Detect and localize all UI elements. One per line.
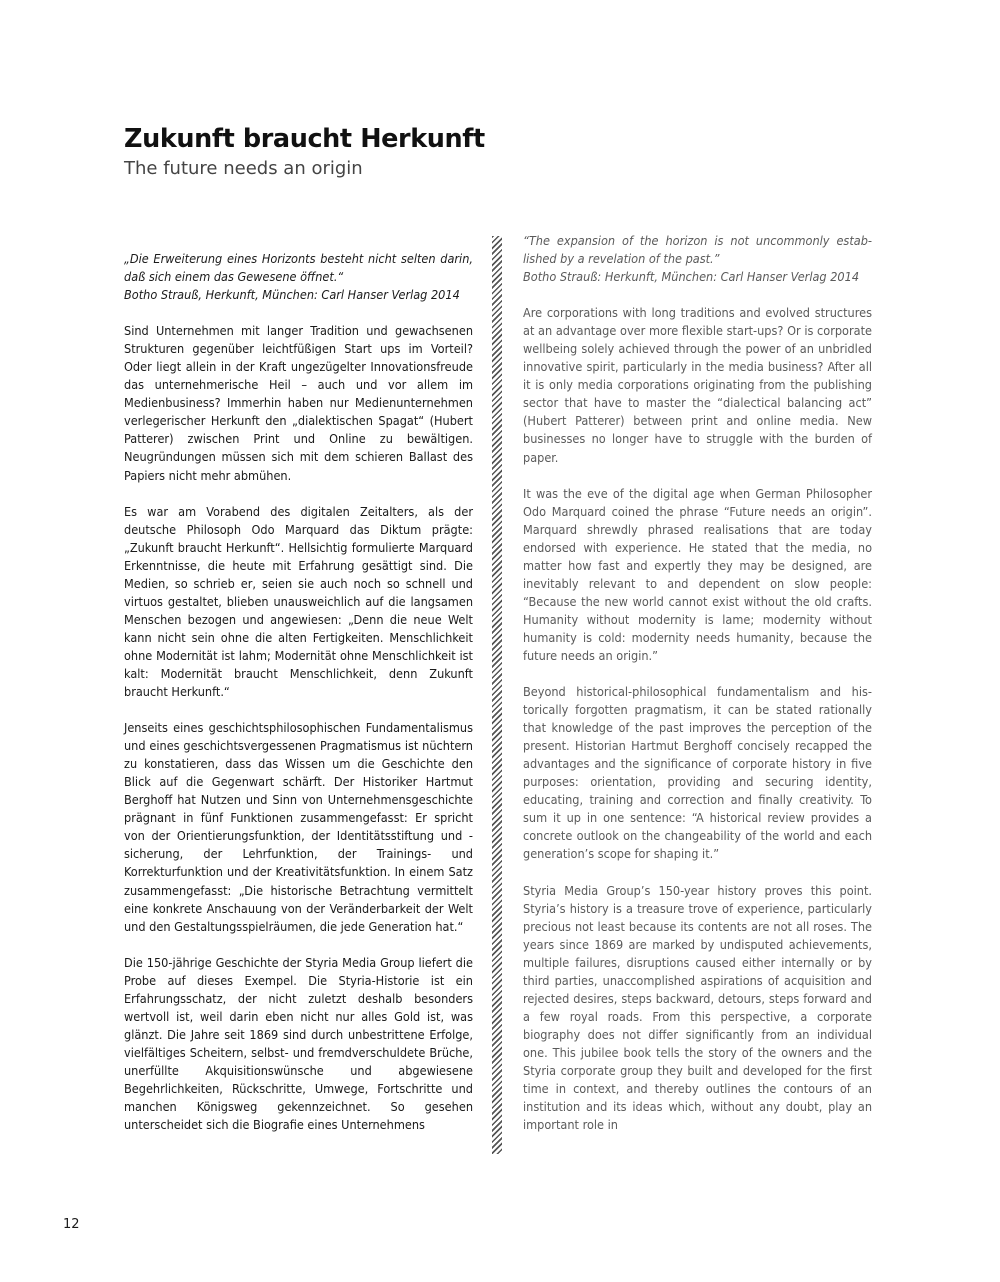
body-paragraph: Die 150-jährige Geschichte der Styria Media Group liefert die Probe auf dieses Exempel. Die Styria-Historie ist ein Erfahrungsschatz, der nicht zuletzt deshalb besonders wertvoll ist, weil darin eben nicht nur alles Gold ist, was glänzt. Die Jahre seit 1869 sind durch unbestrittene Erfolge, vielfältiges Scheitern, selbst- und fremdverschuldete Brüche, unerfüllte Akquisitionswünsche und abgewiesene Begehrlichkeiten, Rückschritte, Umwege, Fortschritte und manchen Königsweg gekennzeichnet. So gesehen unterscheidet sich die Biografie eines Unternehmens [124, 954, 473, 1133]
body-paragraph: Styria Media Group’s 150-year history proves this point. Styria’s history is a treasure trove of experience, particularly precious not least because its contents are not all roses. The years since 1869 are marked by undisputed achievements, multiple failures, disruptions caused either internally or by third parties, unaccomplished aspirations of acquisition and rejected desires, steps backward, detours, steps forward and a few royal roads. From this perspective, a corporate biography does not differ significantly from an individual one. This jubilee book tells the story of the owners and the Styria corporate group they built and developed for the first time in context, and thereby outlines the contours of an institution and its ideas which, without any doubt, play an important role in [523, 882, 872, 1133]
page-subtitle: The future needs an origin [124, 158, 363, 179]
body-paragraph: Es war am Vorabend des digitalen Zeitalters, als der deutsche Philosoph Odo Marquard das Diktum prägte: „Zukunft braucht Herkunft“. Hellsichtig formulierte Marquard Erkenntnisse, die heute mit Erfahrung gesättigt sind. Die Medien, so schrieb er, seien sie auch noch so schnell und virtuos gestaltet, blieben unausweichlich auf die langsamen Menschen bezogen und angewiesen: „Denn die neue Welt kann nicht sein ohne die alten Fertigkeiten. Menschlichkeit ohne Modernität ist lahm; Modernität ohne Menschlichkeit ist kalt: Modernität braucht Menschlichkeit, denn Zukunft braucht Herkunft.“ [124, 503, 473, 700]
epigraph-source: Botho Strauß, Herkunft, München: Carl Hanser Verlag 2014 [124, 287, 460, 303]
page-number: 12 [63, 1217, 80, 1232]
epigraph-source: Botho Strauß: Herkunft, München: Carl Hanser Verlag 2014 [523, 269, 860, 285]
body-paragraph: It was the eve of the digital age when German Philosopher Odo Marquard coined the phrase “Future needs an origin”. Marquard shrewdly phrased realisations that are today endorsed with experience. He stated that the media, no matter how fast and expertly they may be designed, are inevitably relevant to and dependent on slow people: “Because the new world cannot exist without the old crafts. Humanity without modernity is lame; modernity without humanity is cold: modernity needs humanity, because the future needs an origin.” [523, 485, 872, 663]
body-paragraph: Beyond historical-philosophical fundamentalism and historically forgotten pragmatism, it can be stated rationally that knowledge of the past improves the perception of the present. Historian Hartmut Berghoff concisely recapped the advantages and the significance of corporate history in five purposes: orientation, providing and securing identity, educating, training and correction and finally creativity. To sum it up in one sentence: “A historical review provides a concrete outlook on the changeability of the world and each generation’s scope for shaping it.” [523, 684, 872, 862]
epigraph-text: “The expansion of the horizon is not uncommonly established by a revelation of the past.” [523, 233, 872, 267]
page-title: Zukunft braucht Herkunft [124, 124, 485, 154]
body-paragraph: Jenseits eines geschichtsphilosophischen Fundamentalismus und eines geschichtsvergessenen Pragmatismus ist nüchtern zu konstatieren, dass das Wissen um die Geschichte den Blick auf die Gegenwart schärft. Der Historiker Hartmut Berghoff hat Nutzen und Sinn von Unternehmensgeschichte prägnant in fünf Funktionen zusammengefasst: Er spricht von der Orientierungsfunktion, der Identitätsstiftung und -sicherung, der Lehrfunktion, der Trainings- und Korrekturfunktion und der Kreativitätsfunktion. In einem Satz zusammengefasst: „Die historische Betrachtung vermittelt eine konkrete Anschauung von der Veränderbarkeit der Welt und den Gestaltungsspielräumen, die jede Generation hat.“ [124, 720, 473, 934]
body-paragraph: Are corporations with long traditions and evolved structures at an advantage over more flexible start-ups? Or is corporate wellbeing solely achieved through the power of an unbridled innovative spirit, particularly in the media business? After all it is only media corporations originating from the publishing sector that have to master the “dialectical balancing act” (Hubert Patterer) between print and online media. New businesses no longer have to struggle with the burden of paper. [523, 305, 872, 465]
epigraph-quote-german [124, 250, 473, 304]
body-paragraph: Sind Unternehmen mit langer Tradition und gewachsenen Strukturen gegenüber leichtfüßigen Start ups im Vorteil? Oder liegt allein in der Kraft ungezügelter Innovationsfreude das unternehmerische Heil – auch und vor allem im Medienbusiness? Immerhin haben nur Medienunternehmen verlegerischer Herkunft den „dialektischen Spagat“ (Hubert Patterer) zwischen Print und Online zu bewältigen. Neugründungen müssen sich mit dem schieren Ballast des Papiers nicht mehr abmühen. [124, 323, 473, 483]
english-text-column [523, 232, 872, 1152]
epigraph-quote-english [523, 232, 872, 286]
german-text-column [124, 250, 473, 1152]
hatched-column-divider [492, 236, 502, 1154]
epigraph-text: „Die Erweiterung eines Horizonts besteht nicht selten darin, daß sich einem das Gewesene öffnet.“ [124, 251, 473, 285]
